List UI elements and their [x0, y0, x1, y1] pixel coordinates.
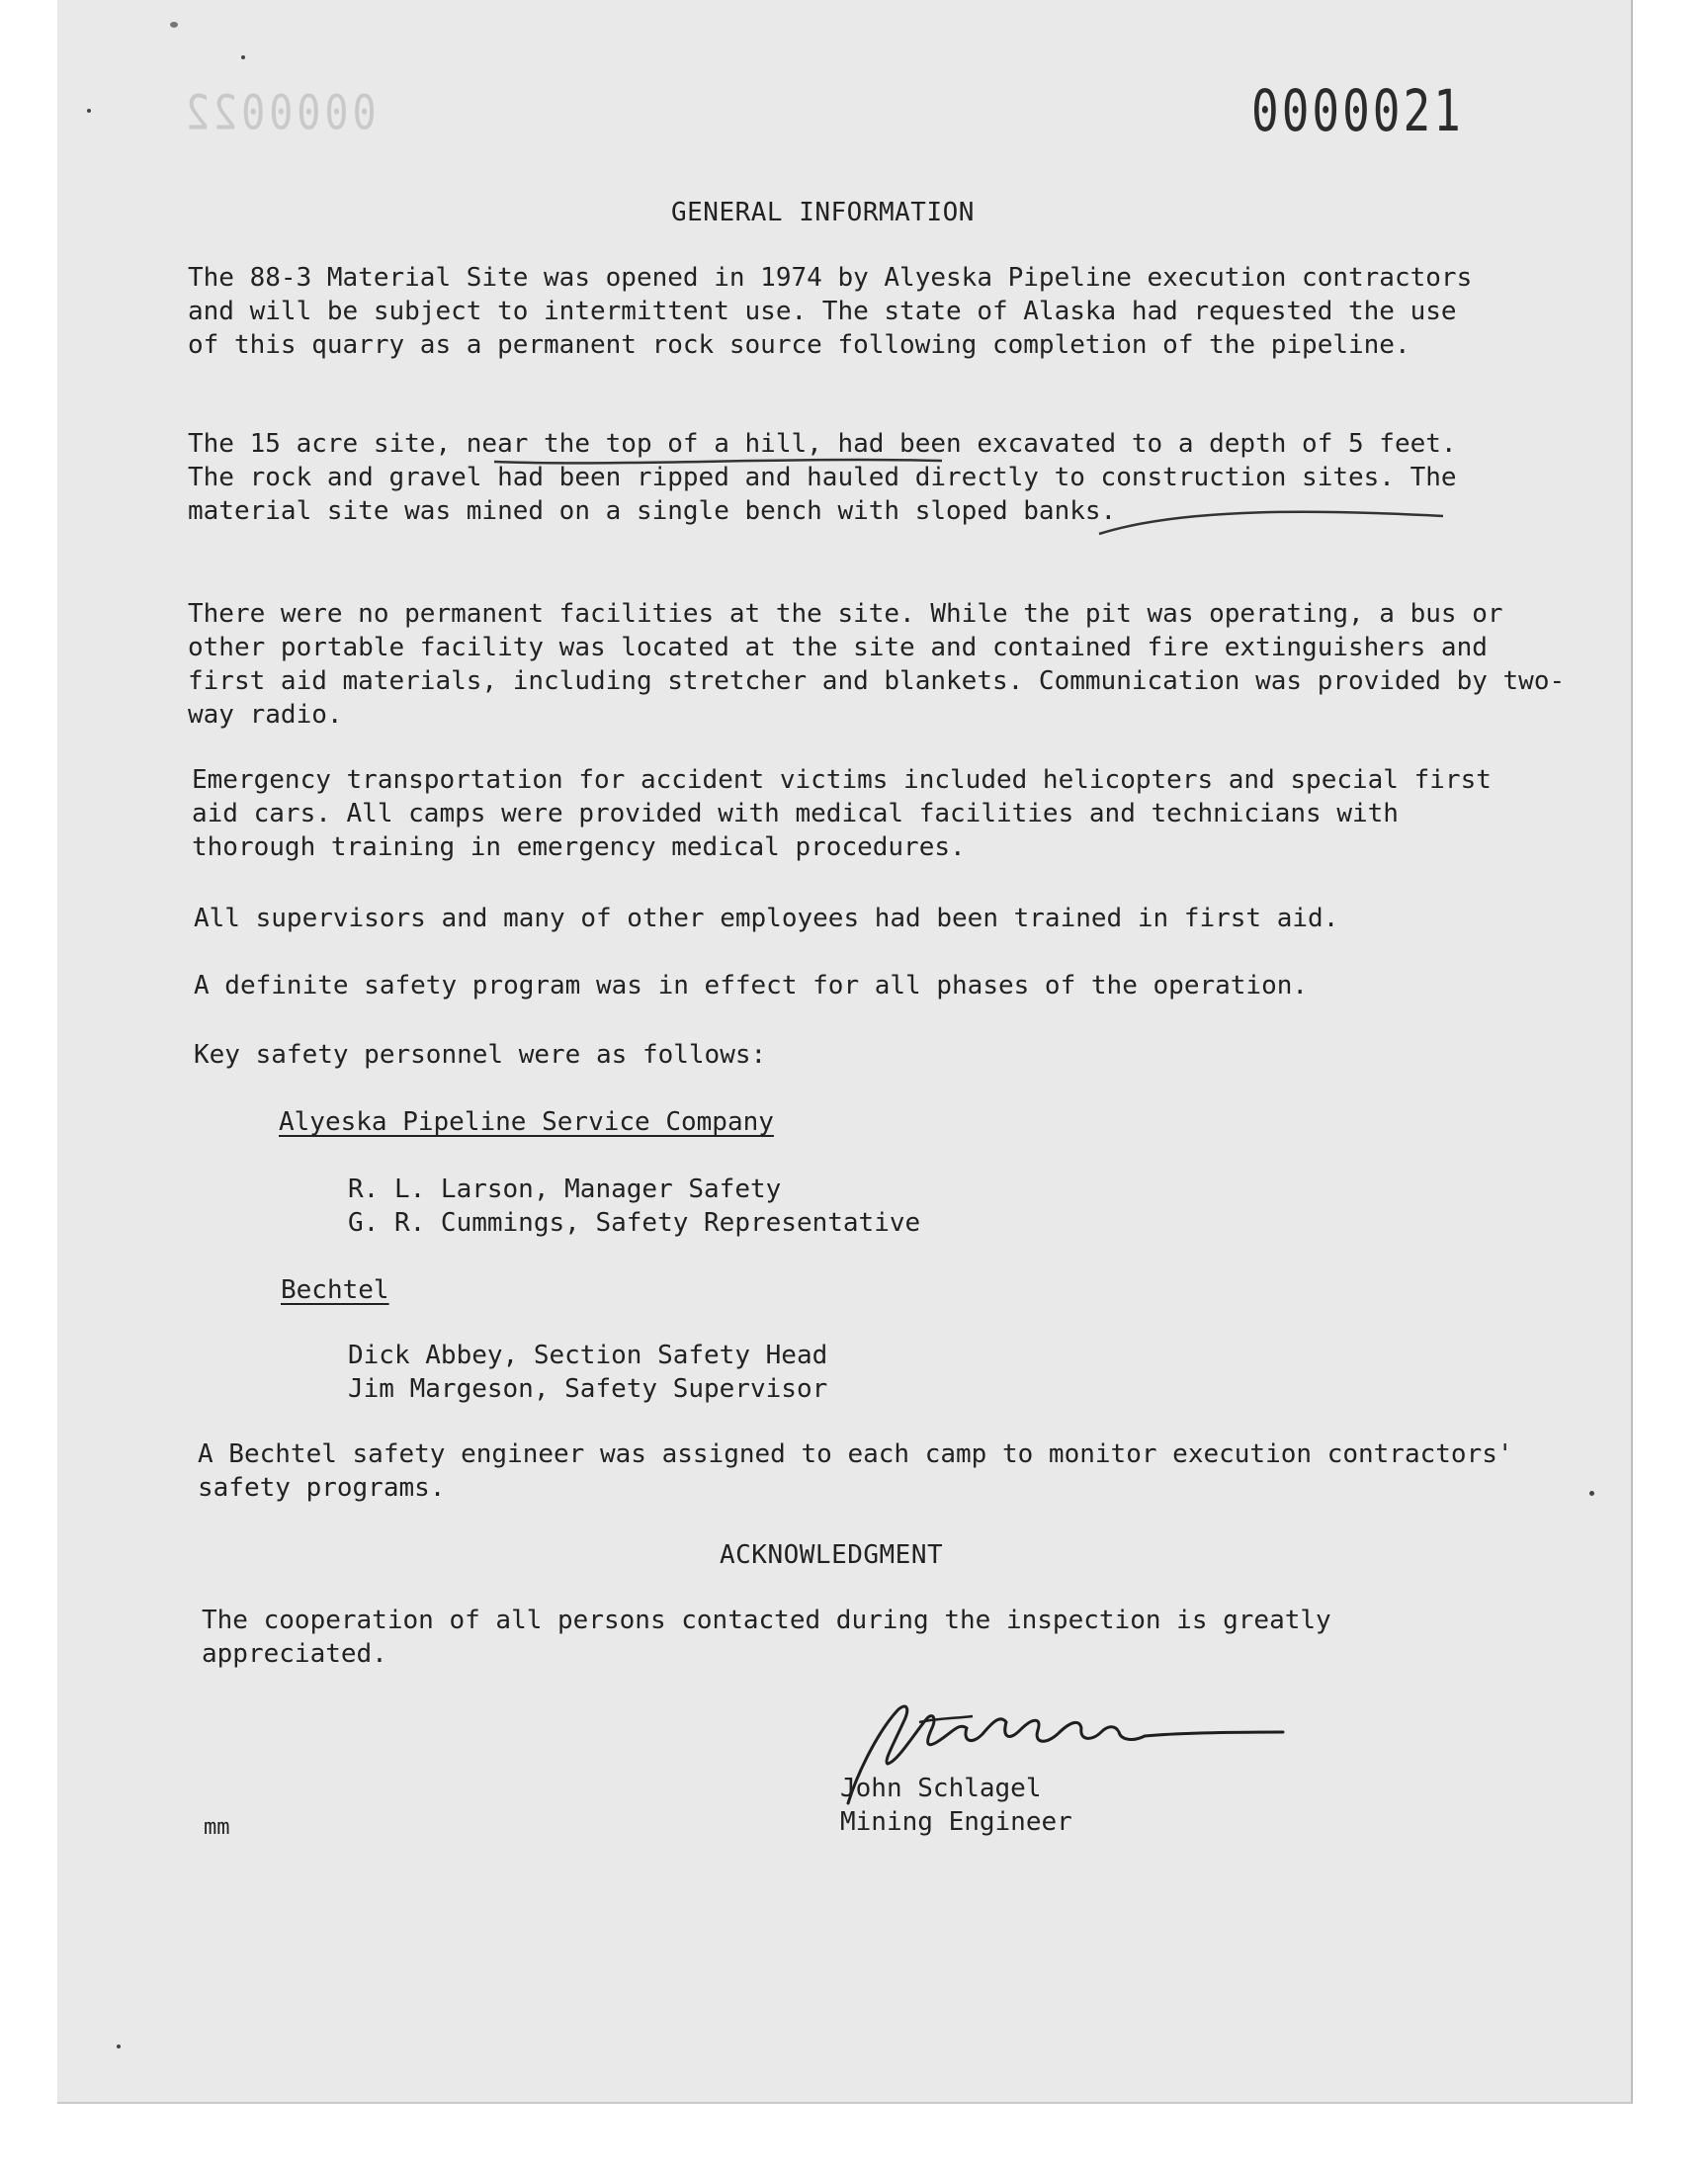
hand-underline-mark	[1095, 506, 1451, 540]
acknowledgment-text: The cooperation of all persons contacted during the inspection is greatly appreciated.	[202, 1606, 1331, 1669]
bleed-through-mark: 0000022	[182, 86, 377, 141]
paragraph-2: The 15 acre site, near the top of a hill, had been excavated to a depth of 5 feet. The rock and gravel had been ripped and hauled directly to construction sites. The material site was mined on a single bench with sloped banks.	[188, 429, 1457, 526]
company-heading-alyeska: Alyeska Pipeline Service Company	[279, 1107, 774, 1137]
personnel-entry: Jim Margeson, Safety Supervisor	[348, 1374, 828, 1404]
scan-speck	[87, 109, 91, 113]
scan-speck	[241, 55, 245, 59]
scan-speck	[117, 2044, 121, 2048]
paragraph-6: A definite safety program was in effect for all phases of the operation.	[194, 971, 1309, 1000]
paragraph-8: A Bechtel safety engineer was assigned to each camp to monitor execution contractors' safety programs.	[198, 1439, 1513, 1503]
signer-role: Mining Engineer	[840, 1807, 1072, 1837]
paragraph-1: The 88-3 Material Site was opened in 1974 by Alyeska Pipeline execution contractors and will be subject to intermittent use. The state of Alaska had requested the use of this quarry as a permanent rock source following completion of the pipeline.	[188, 263, 1473, 360]
paragraph-4: Emergency transportation for accident victims included helicopters and special first aid cars. All camps were provided with medical facilities and technicians with thorough training in emergency medical procedures.	[192, 765, 1492, 862]
typist-initials: mm	[204, 1815, 230, 1840]
personnel-entry: Dick Abbey, Section Safety Head	[348, 1341, 828, 1370]
scan-speck	[170, 22, 178, 28]
document-page	[57, 0, 1633, 2104]
document-number: 0000021	[1251, 77, 1464, 144]
personnel-entry: G. R. Cummings, Safety Representative	[348, 1208, 921, 1238]
hand-underline-mark	[492, 455, 947, 469]
signer-name: John Schlagel	[840, 1774, 1042, 1803]
paragraph-7: Key safety personnel were as follows:	[194, 1040, 767, 1070]
company-heading-bechtel: Bechtel	[281, 1275, 389, 1305]
paragraph-5: All supervisors and many of other employees had been trained in first aid.	[194, 904, 1339, 933]
paragraph-3: There were no permanent facilities at the site. While the pit was operating, a bus or other portable facility was located at the site and contained fire extinguishers and first aid materials, including stretcher and blankets. Communication was provided by two-way radio.	[188, 599, 1566, 730]
personnel-entry: R. L. Larson, Manager Safety	[348, 1174, 782, 1204]
acknowledgment-title: ACKNOWLEDGMENT	[720, 1540, 944, 1570]
scan-speck	[1589, 1491, 1594, 1496]
page-title: GENERAL INFORMATION	[671, 198, 975, 227]
